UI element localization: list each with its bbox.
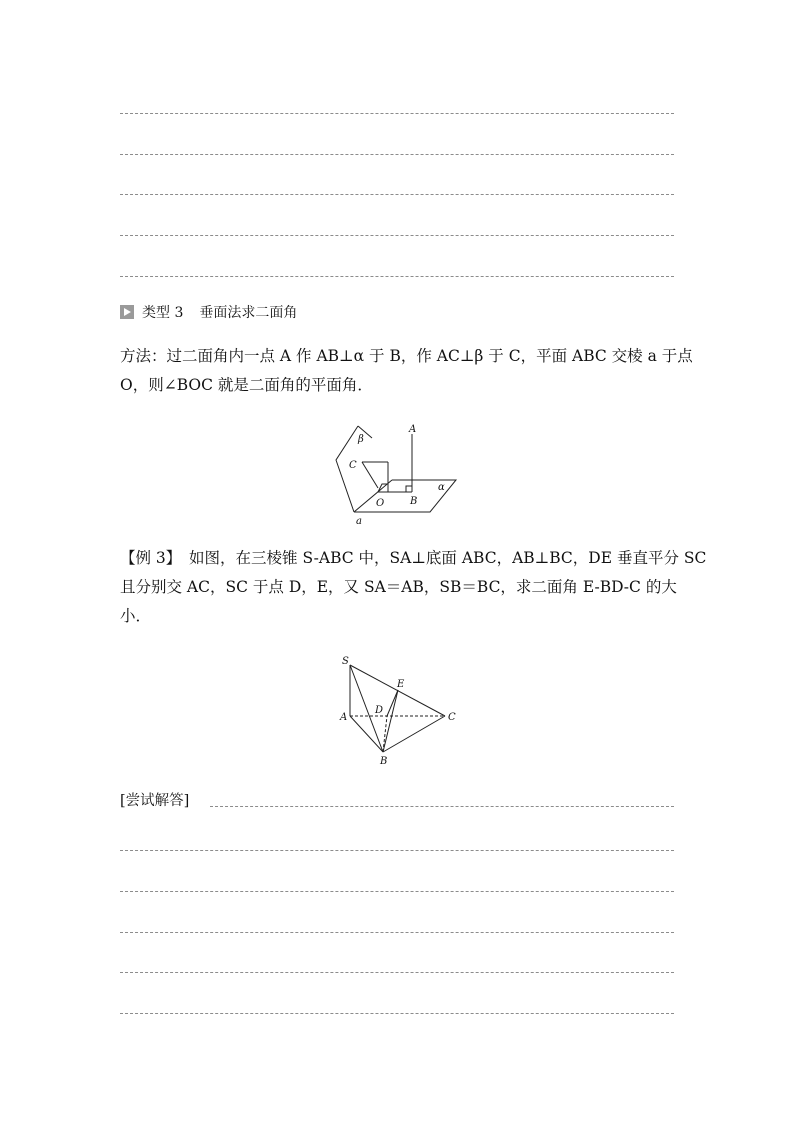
dihedral-angle-figure [320,420,470,530]
answer-line [120,972,674,973]
segment-B-D [383,716,387,752]
label-alpha: α [438,482,445,493]
try-answer-label: [尝试解答] [120,793,190,809]
answer-line [120,235,674,236]
edge-B-C [383,716,445,752]
answer-line [120,932,674,933]
method-line-1: 方法：过二面角内一点 A 作 AB⊥α 于 B，作 AC⊥β 于 C，平面 ABC 交棱 a 于点 [120,347,693,365]
answer-line [120,1013,674,1014]
label-B: B [380,756,388,767]
example-line-1: 【例 3】 如图，在三棱锥 S-ABC 中，SA⊥底面 ABC，AB⊥BC，DE 垂直平分 SC [120,549,707,567]
answer-line [120,891,674,892]
method-paragraph [120,342,693,400]
example-paragraph [120,544,707,631]
label-S: S [342,656,349,667]
section-title: 垂面法求二面角 [199,305,298,321]
section-heading [120,302,297,322]
label-D: D [375,705,384,716]
label-A: A [340,712,348,723]
method-line-2: O，则∠BOC 就是二面角的平面角． [120,376,373,394]
right-angle-mark-B [406,486,412,492]
label-C: C [349,460,357,471]
answer-line [120,850,674,851]
answer-line [120,276,674,277]
example-line-2: 且分别交 AC，SC 于点 D，E，又 SA＝AB，SB＝BC，求二面角 E-BD-C 的大 [120,578,677,596]
segment-B-E [383,690,398,752]
pyramid-figure [335,650,465,770]
label-a: a [356,516,362,527]
label-C: C [448,712,456,723]
answer-line [120,194,674,195]
play-triangle-icon [120,305,134,319]
label-A: A [409,424,417,435]
label-B: B [410,496,418,507]
edge-a [354,480,392,512]
answer-line [210,806,674,807]
segment-CA-line [362,462,378,488]
section-type-label: 类型 3 [142,305,184,321]
label-E: E [397,679,405,690]
answer-line [120,154,674,155]
label-O: O [376,498,385,509]
label-beta: β [358,434,364,445]
edge-A-B [350,716,383,752]
answer-line [120,113,674,114]
example-line-3: 小． [120,607,152,625]
